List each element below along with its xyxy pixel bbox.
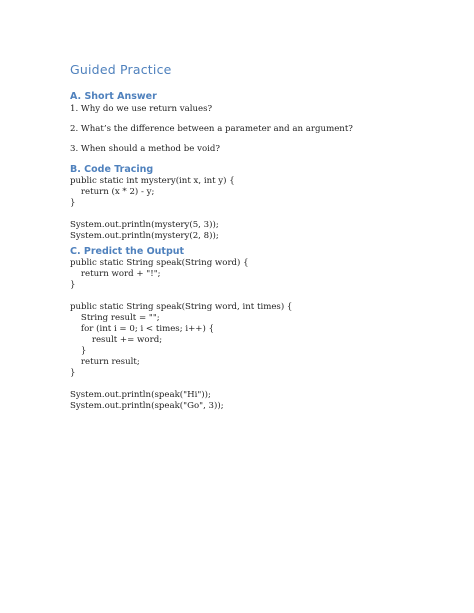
code-line: System.out.println(mystery(2, 8)); (70, 231, 219, 241)
question-1: 1. Why do we use return values? (70, 104, 213, 114)
code-line: for (int i = 0; i < times; i++) { (70, 324, 215, 334)
question-2: 2. What’s the difference between a parameter and an argument? (70, 124, 353, 134)
section-heading-short-answer: A. Short Answer (70, 91, 157, 102)
code-line: public static int mystery(int x, int y) { (70, 176, 235, 186)
code-block-predict (70, 258, 450, 412)
code-line: return word + "!"; (70, 269, 161, 279)
code-line: } (70, 346, 87, 356)
code-line: return result; (70, 357, 140, 367)
section-heading-code-tracing: B. Code Tracing (70, 164, 154, 175)
page-title: Guided Practice (70, 62, 172, 77)
code-line: System.out.println(speak("Hi")); (70, 390, 211, 400)
code-line: System.out.println(mystery(5, 3)); (70, 220, 219, 230)
code-line: return (x * 2) - y; (70, 187, 155, 197)
code-line: } (70, 198, 76, 208)
code-block-tracing (70, 176, 450, 242)
code-line: String result = ""; (70, 313, 160, 323)
code-line (70, 209, 450, 220)
code-line (70, 379, 450, 390)
code-line: public static String speak(String word) { (70, 258, 249, 268)
code-line: result += word; (70, 335, 163, 345)
code-line: } (70, 280, 76, 290)
code-line: public static String speak(String word, int times) { (70, 302, 293, 312)
code-line (70, 291, 450, 302)
document-content (70, 62, 450, 412)
code-line: } (70, 368, 76, 378)
code-line: System.out.println(speak("Go", 3)); (70, 401, 224, 411)
section-heading-predict-output: C. Predict the Output (70, 246, 185, 257)
question-3: 3. When should a method be void? (70, 144, 220, 154)
